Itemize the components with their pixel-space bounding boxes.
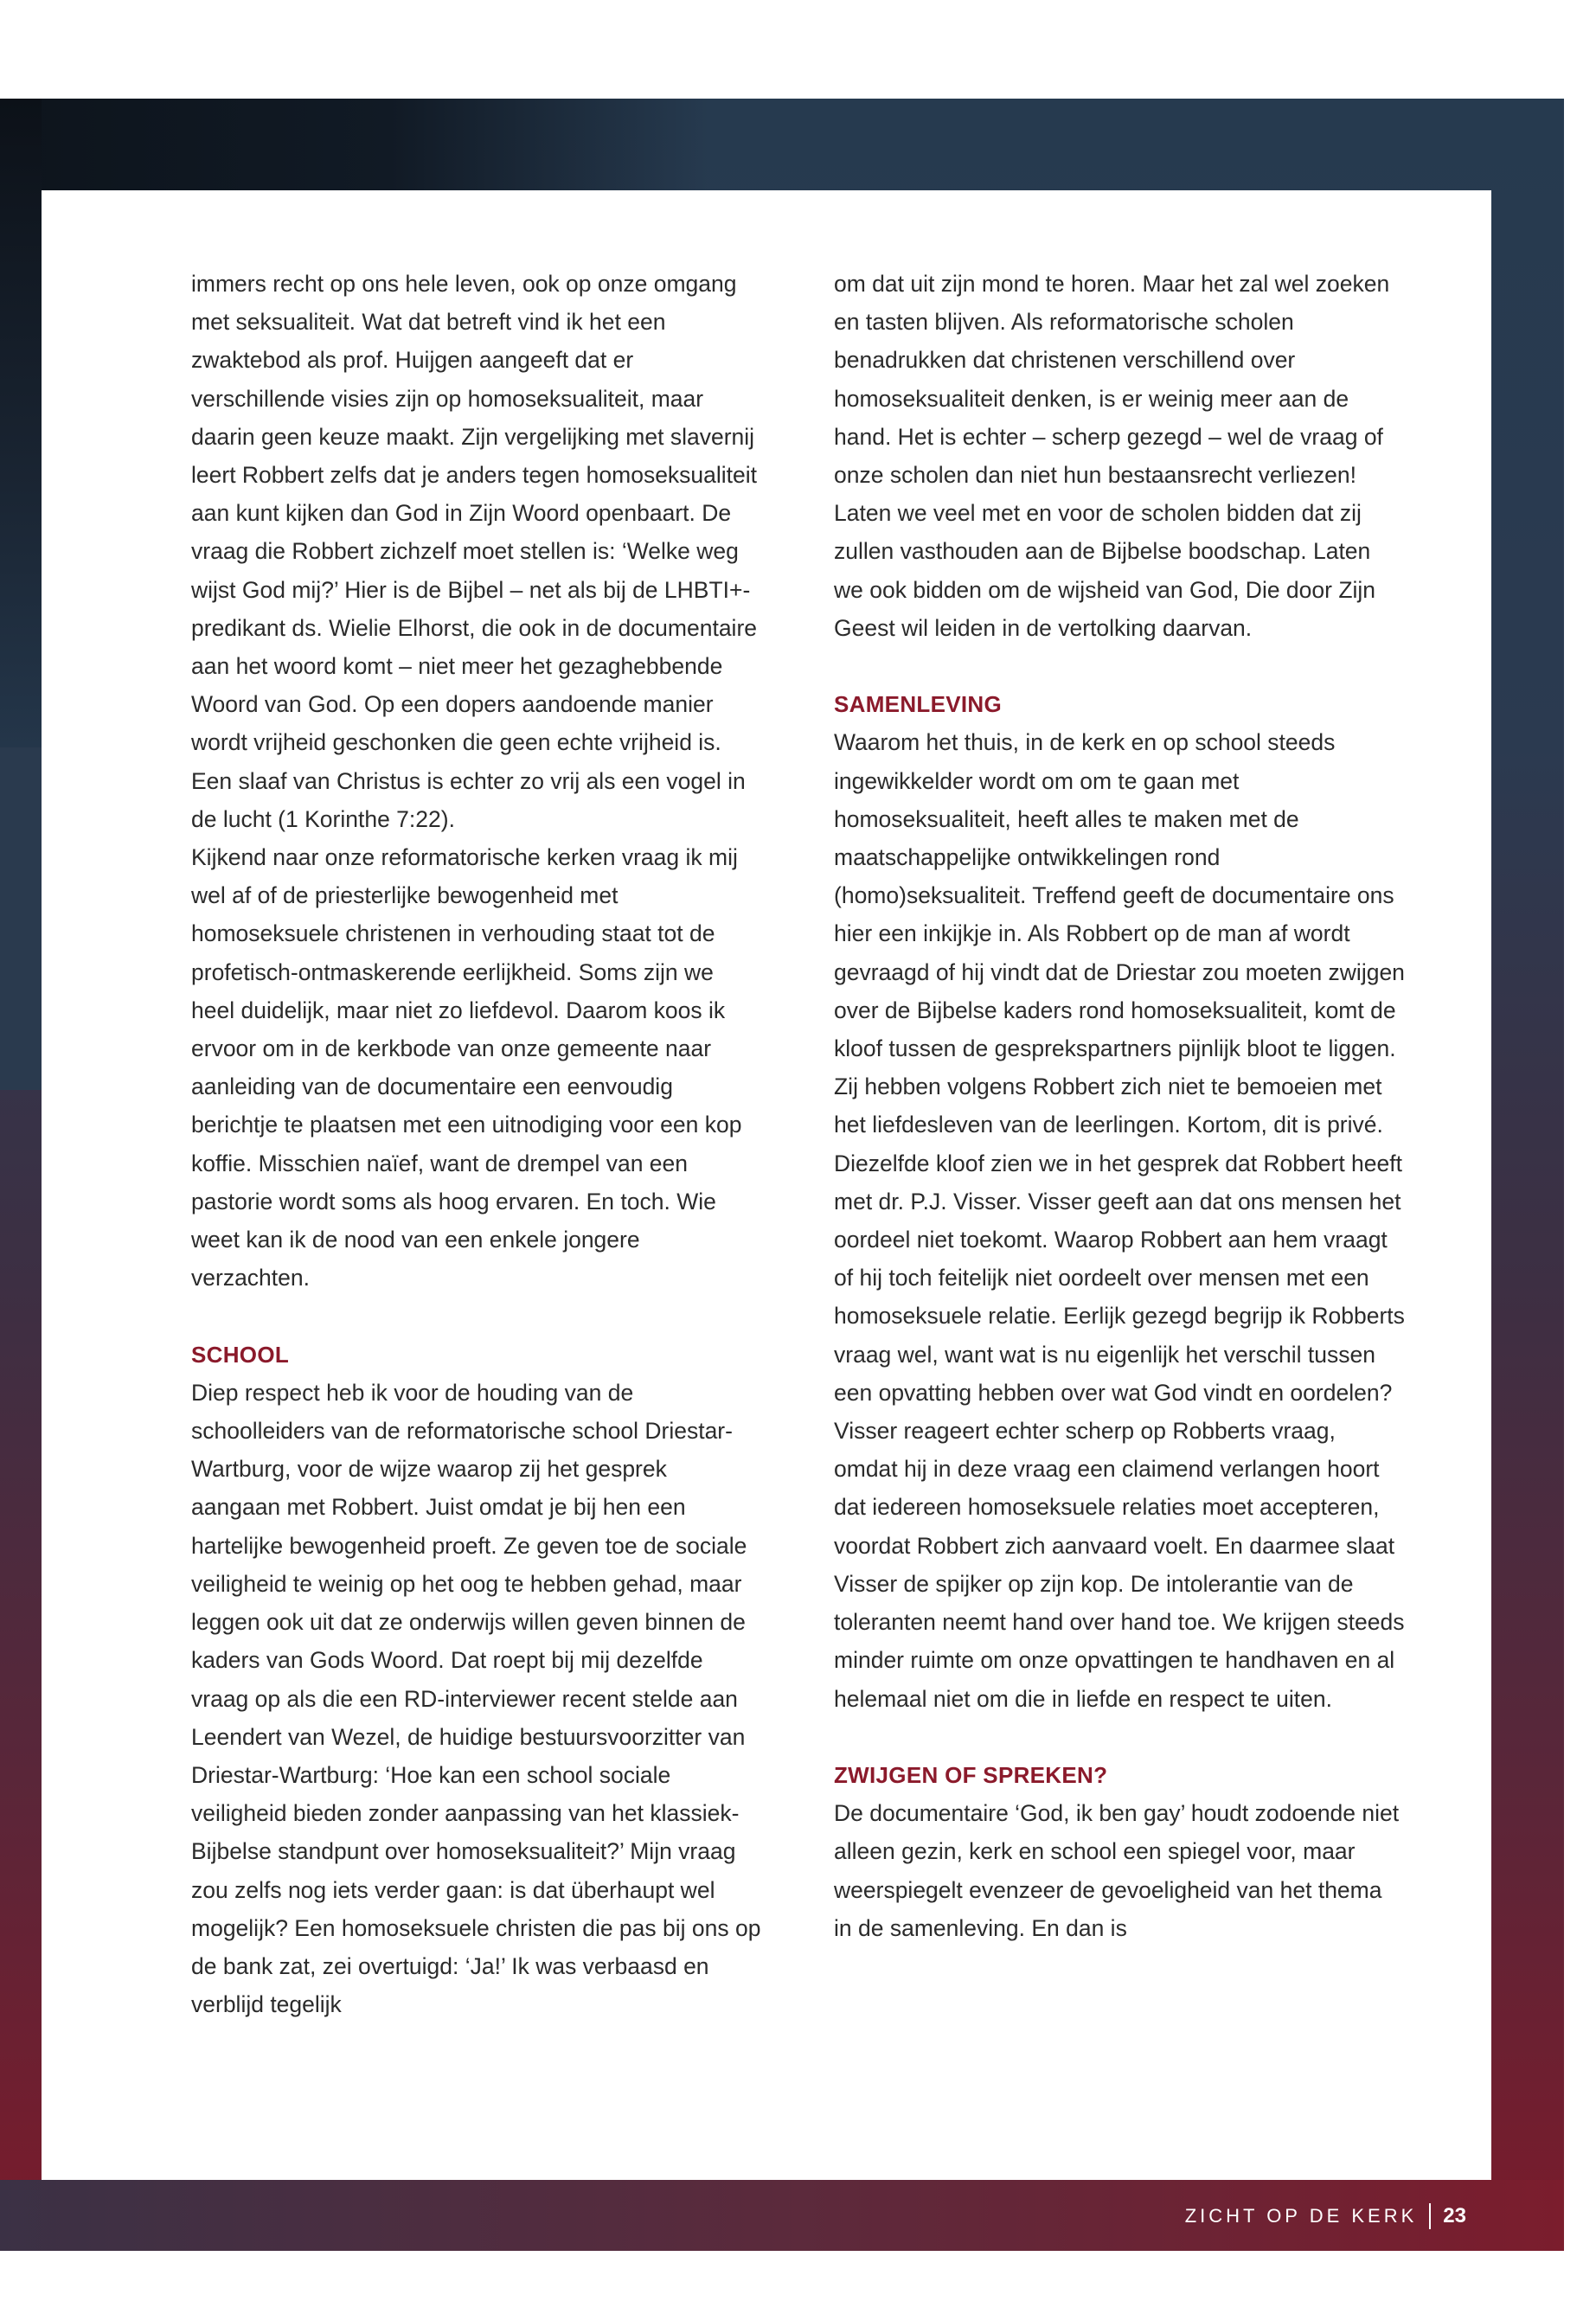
paragraph: om dat uit zijn mond te horen. Maar het zal wel zoeken en tasten blijven. Als reformatorische scholen benadrukken dat christenen verschillend over homoseksualiteit denken, is er weinig meer aan de hand. Het is echter – scherp gezegd – wel de vraag of onze scholen dan niet hun bestaansrecht verliezen! Laten we veel met en voor de scholen bidden dat zij zullen vasthouden aan de Bijbelse boodschap. Laten we ook bidden om de wijsheid van God, Die door Zijn Geest wil leiden in de vertolking daarvan. [834, 271, 1390, 641]
paragraph: Kijkend naar onze reformatorische kerken vraag ik mij wel af of de priesterlijke bewogenheid met homoseksuele christenen in verhouding staat tot de profetisch-ontmaskerende eerlijkheid. Soms zijn we heel duidelijk, maar niet zo liefdevol. Daarom koos ik ervoor om in de kerkbode van onze gemeente naar aanleiding van de documentaire een eenvoudig berichtje te plaatsen met een uitnodiging voor een kop koffie. Misschien naïef, want de drempel van een pastorie wordt soms als hoog ervaren. En toch. Wie weet kan ik de nood van een enkele jongere verzachten. [191, 844, 742, 1292]
paragraph: immers recht op ons hele leven, ook op onze omgang met seksualiteit. Wat dat betreft vind ik het een zwaktebod als prof. Huijgen aangeeft dat er verschillende visies zijn op homoseksualiteit, maar daarin geen keuze maakt. Zijn vergelijking met slavernij leert Robbert zelfs dat je anders tegen homoseksualiteit aan kunt kijken dan God in Zijn Woord openbaart. De vraag die Robbert zichzelf moet stellen is: ‘Welke weg wijst God mij?’ Hier is de Bijbel – net als bij de LHBTI+-predikant ds. Wielie Elhorst, die ook in de documentaire aan het woord komt – niet meer het gezaghebbende Woord van God. Op een dopers aandoende manier wordt vrijheid geschonken die geen echte vrijheid is. Een slaaf van Christus is echter zo vrij als een vogel in de lucht (1 Korinthe 7:22). [191, 271, 758, 832]
right-column [834, 265, 1405, 1947]
footer-divider [1429, 2203, 1431, 2229]
paragraph: Diep respect heb ik voor de houding van de schoolleiders van de reformatorische school Driestar-Wartburg, voor de wijze waarop zij het gesprek aangaan met Robbert. Juist omdat je bij hen een hartelijke bewogenheid proeft. Ze geven toe de sociale veiligheid te weinig op het oog te hebben gehad, maar leggen ook uit dat ze onderwijs willen geven binnen de kaders van Gods Woord. Dat roept bij mij dezelfde vraag op als die een RD-interviewer recent stelde aan Leendert van Wezel, de huidige bestuursvoorzitter van Driestar-Wartburg: ‘Hoe kan een school sociale veiligheid bieden zonder aanpassing van het klassiek-Bijbelse standpunt over homoseksualiteit?’ Mijn vraag zou zelfs nog iets verder gaan: is dat überhaupt wel mogelijk? Een homoseksuele christen die pas bij ons op de bank zat, zei overtuigd: ‘Ja!’ Ik was verbaasd en verblijd tegelijk [191, 1379, 761, 2018]
background-left-strip-lower [0, 747, 42, 1090]
magazine-title: ZICHT OP DE KERK [1184, 2205, 1418, 2227]
page-number: 23 [1443, 2204, 1466, 2227]
left-column [191, 265, 762, 2023]
background-left-strip [0, 99, 42, 747]
article-page [42, 190, 1491, 2180]
paragraph: Waarom het thuis, in de kerk en op school steeds ingewikkelder wordt om om te gaan met homoseksualiteit, heeft alles te maken met de maatschappelijke ontwikkelingen rond (homo)seksualiteit. Treffend geeft de documentaire ons hier een inkijkje in. Als Robbert op de man af wordt gevraagd of hij vindt dat de Driestar zou moeten zwijgen over de Bijbelse kaders rond homoseksualiteit, komt de kloof tussen de gesprekspartners pijnlijk bloot te liggen. Zij hebben volgens Robbert zich niet te bemoeien met het liefdesleven van de leerlingen. Kortom, dit is privé. Diezelfde kloof zien we in het gesprek dat Robbert heeft met dr. P.J. Visser. Visser geeft aan dat ons mensen het oordeel niet toekomt. Waarop Robbert aan hem vraagt of hij toch feitelijk niet oordeelt over mensen met een homoseksuele relatie. Eerlijk gezegd begrijp ik Robberts vraag wel, want wat is nu eigenlijk het verschil tussen een opvatting hebben over wat God vindt en oordelen? Visser reageert echter scherp op Robberts vraag, omdat hij in deze vraag een claimend verlangen hoort dat iedereen homoseksuele relaties moet accepteren, voordat Robbert zich aanvaard voelt. En daarmee slaat Visser de spijker op zijn kop. De intolerantie van de toleranten neemt hand over hand toe. We krijgen steeds minder ruimte om onze opvattingen te handhaven en al helemaal niet om die in liefde en respect te uiten. [834, 729, 1405, 1712]
page-footer [1185, 2197, 1466, 2235]
section-heading-samenleving: SAMENLEVING [834, 691, 1002, 718]
paragraph: De documentaire ‘God, ik ben gay’ houdt zodoende niet alleen gezin, kerk en school een spiegel voor, maar weerspiegelt evenzeer de gevoeligheid van het thema in de samenleving. En dan is [834, 1800, 1400, 1941]
section-heading-school: SCHOOL [191, 1341, 290, 1368]
section-heading-zwijgen-of-spreken: ZWIJGEN OF SPREKEN? [834, 1761, 1108, 1788]
background-dark-top [0, 99, 709, 194]
